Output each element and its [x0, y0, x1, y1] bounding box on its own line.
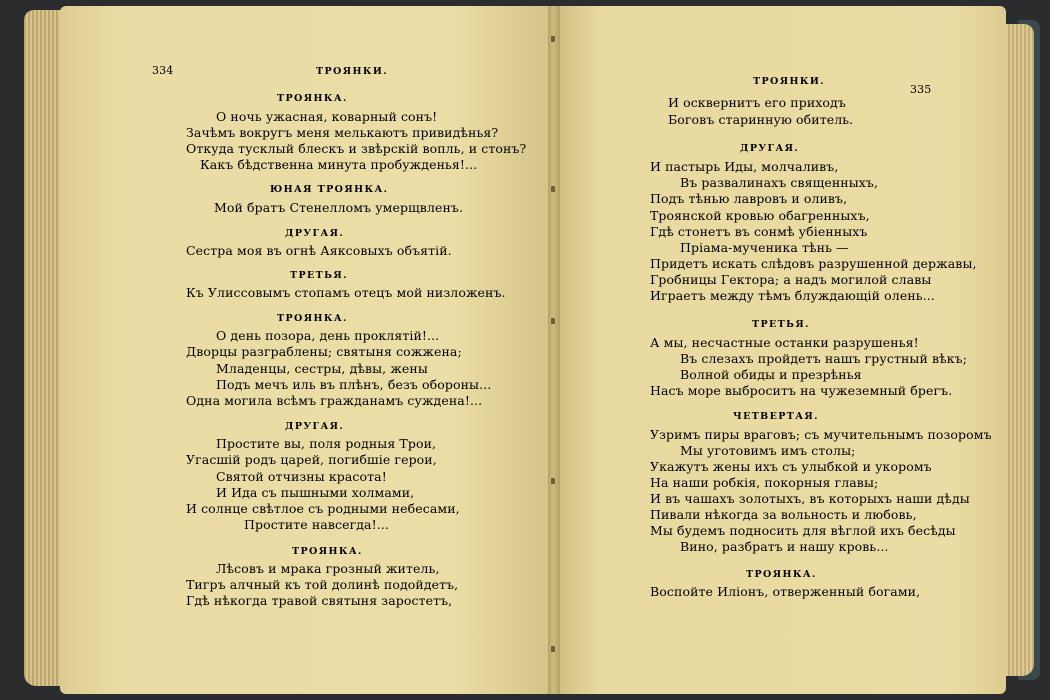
verse-line: Пріама-мученика тѣнь — [680, 240, 849, 255]
verse-line: О ночь ужасная, коварный сонъ! [216, 109, 438, 124]
verse-line: Подъ мечъ иль въ плѣнъ, безъ обороны... [216, 377, 492, 392]
verse-line: Дворцы разграблены; святыня сожжена; [186, 344, 462, 359]
verse-line: Тигръ алчный къ той долинѣ подойдетъ, [186, 577, 459, 592]
speaker-heading: ДРУГАЯ. [285, 228, 345, 239]
speaker-heading: ТРЕТЬЯ. [290, 270, 348, 281]
verse-line: Мой братъ Стенелломъ умерщвленъ. [214, 200, 464, 215]
verse-line: Лѣсовъ и мрака грозный житель, [216, 561, 440, 576]
verse-line: Простите вы, поля родныя Трои, [216, 436, 437, 451]
speaker-heading: ТРОЯНКА. [746, 569, 817, 580]
verse-line: И солнце свѣтлое съ родными небесами, [186, 501, 460, 516]
verse-line: А мы, несчастные останки разрушенья! [650, 335, 919, 350]
verse-line: Гдѣ стонетъ въ сонмѣ убіенныхъ [650, 224, 868, 239]
speaker-heading: ТРОЯНКА. [292, 546, 363, 557]
binding-stitch [551, 318, 555, 324]
verse-line: И пастырь Иды, молчаливъ, [650, 159, 839, 174]
speaker-heading: ДРУГАЯ. [740, 143, 800, 154]
binding-stitch [551, 478, 555, 484]
verse-line: Младенцы, сестры, дѣвы, жены [216, 361, 428, 376]
speaker-heading: ЮНАЯ ТРОЯНКА. [270, 184, 389, 195]
verse-line: На наши робкія, покорныя главы; [650, 475, 879, 490]
verse-line: Волной обиды и презрѣнья [680, 367, 862, 382]
book-gutter [548, 6, 560, 694]
verse-line: Насъ море выброситъ на чужеземный брегъ. [650, 383, 953, 398]
verse-line: Въ развалинахъ священныхъ, [680, 175, 879, 190]
verse-line: Играетъ между тѣмъ блуждающій олень... [650, 288, 935, 303]
verse-line: Святой отчизны красота! [216, 469, 387, 484]
verse-line: Простите навсегда!... [244, 517, 389, 532]
verse-line: Вино, разбратъ и нашу кровь... [680, 539, 889, 554]
speaker-heading: ЧЕТВЕРТАЯ. [733, 411, 819, 422]
verse-line: Узримъ пиры враговъ; съ мучительнымъ позоромъ [650, 427, 992, 442]
speaker-heading: ТРОЯНКА. [277, 313, 348, 324]
verse-line: Укажутъ жены ихъ съ улыбкой и укоромъ [650, 459, 932, 474]
verse-line: Одна могила всѣмъ гражданамъ суждена!... [186, 393, 483, 408]
verse-line: Гробницы Гектора; а надъ могилой славы [650, 272, 932, 287]
verse-line: Троянской кровью обагренныхъ, [650, 208, 870, 223]
running-head-right: ТРОЯНКИ. [753, 76, 825, 87]
verse-line: И Ида съ пышными холмами, [216, 485, 415, 500]
verse-line: Къ Улиссовымъ стопамъ отецъ мой низложенъ. [186, 285, 506, 300]
verse-line: Сестра моя въ огнѣ Аяксовыхъ объятій. [186, 243, 452, 258]
verse-line: Какъ бѣдственна минута пробужденья!... [200, 157, 478, 172]
speaker-heading: ДРУГАЯ. [285, 421, 345, 432]
verse-line: О день позора, день проклятій!... [216, 328, 440, 343]
verse-line: Пивали нѣкогда за вольность и любовь, [650, 507, 917, 522]
verse-line: Воспойте Иліонъ, отверженный богами, [650, 584, 921, 599]
speaker-heading: ТРЕТЬЯ. [752, 319, 810, 330]
verse-line: Мы будемъ подносить для вѣглой ихъ бесѣды [650, 523, 956, 538]
verse-line: Откуда тусклый блескъ и звѣрскій вопль, и стонъ? [186, 141, 527, 156]
binding-stitch [551, 186, 555, 192]
running-head-left: ТРОЯНКИ. [316, 66, 388, 77]
verse-line: И въ чашахъ золотыхъ, въ которыхъ наши дѣды [650, 491, 970, 506]
speaker-heading: ТРОЯНКА. [277, 93, 348, 104]
page-number-left: 334 [152, 64, 174, 77]
verse-line: Боговъ старинную обитель. [668, 112, 854, 127]
verse-line: Мы уготовимъ имъ столы; [680, 443, 856, 458]
verse-line: Зачѣмъ вокругъ меня мелькаютъ привидѣнья? [186, 125, 499, 140]
verse-line: Подъ тѣнью лавровъ и оливъ, [650, 191, 848, 206]
verse-line: Придетъ искать слѣдовъ разрушенной державы, [650, 256, 977, 271]
binding-stitch [551, 36, 555, 42]
verse-line: Гдѣ нѣкогда травой святыня заростетъ, [186, 593, 453, 608]
page-number-right: 335 [910, 83, 932, 96]
binding-stitch [551, 646, 555, 652]
verse-line: Угасшій родъ царей, погибшіе герои, [186, 452, 437, 467]
verse-line: И осквернитъ его приходъ [668, 95, 846, 110]
verse-line: Въ слезахъ пройдетъ нашъ грустный вѣкъ; [680, 351, 968, 366]
